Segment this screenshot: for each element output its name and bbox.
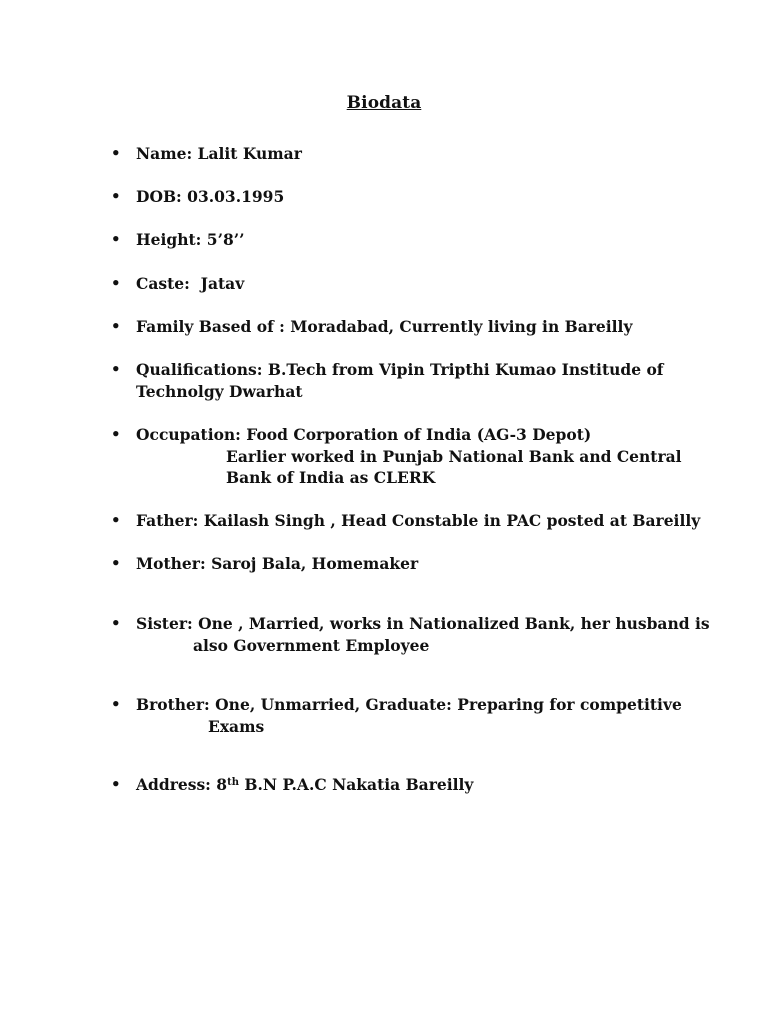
item-line: Brother: One, Unmarried, Graduate: Preparing for competitive xyxy=(136,695,682,714)
item-line: Occupation: Food Corporation of India (AG-3 Depot) xyxy=(136,425,592,444)
list-item-sister xyxy=(111,613,736,656)
bullet: • xyxy=(111,144,121,162)
list-item-address xyxy=(111,774,736,796)
bullet: • xyxy=(111,614,121,632)
item-line: Exams xyxy=(208,716,265,736)
item-line: Caste: Jatav xyxy=(136,274,245,293)
item-line: Father: Kailash Singh , Head Constable in PAC posted at Bareilly xyxy=(136,511,701,530)
bullet: • xyxy=(111,317,121,335)
bullet: • xyxy=(111,274,121,292)
item-line: Mother: Saroj Bala, Homemaker xyxy=(136,554,419,573)
bullet: • xyxy=(111,775,121,793)
list-item-dob xyxy=(111,186,736,208)
list-item-qualifications xyxy=(111,359,736,402)
bullet: • xyxy=(111,360,121,378)
bullet: • xyxy=(111,511,121,529)
list-item-name xyxy=(111,143,736,165)
bullet: • xyxy=(111,554,121,572)
item-line: Height: 5’8’’ xyxy=(136,230,245,249)
list-item-father xyxy=(111,510,736,532)
bullet: • xyxy=(111,425,121,443)
item-line: Family Based of : Moradabad, Currently living in Bareilly xyxy=(136,317,633,336)
list-item-family xyxy=(111,316,736,338)
item-line xyxy=(136,774,736,796)
item-line: Technolgy Dwarhat xyxy=(136,381,303,401)
page-title: Biodata xyxy=(346,93,422,113)
list-item-caste xyxy=(111,273,736,295)
item-line: Name: Lalit Kumar xyxy=(136,144,302,163)
item-line: DOB: 03.03.1995 xyxy=(136,187,285,206)
bullet: • xyxy=(111,695,121,713)
bullet: • xyxy=(111,187,121,205)
item-line: Bank of India as CLERK xyxy=(226,468,436,487)
bullet: • xyxy=(111,230,121,248)
list-item-occupation xyxy=(111,424,736,489)
item-line: Qualifications: B.Tech from Vipin Tripthi Kumao Institude of xyxy=(136,360,664,379)
list-item-height xyxy=(111,229,736,251)
item-line: Earlier worked in Punjab National Bank and Central xyxy=(226,446,682,466)
item-line: Sister: One , Married, works in Nationalized Bank, her husband is xyxy=(136,614,710,633)
list-item-mother xyxy=(111,553,736,575)
address-prefix: Address: 8 xyxy=(136,775,228,794)
list-item-brother xyxy=(111,694,736,737)
ordinal-suffix: th xyxy=(227,777,239,788)
item-line: also Government Employee xyxy=(193,635,430,655)
address-rest: B.N P.A.C Nakatia Bareilly xyxy=(238,775,474,794)
